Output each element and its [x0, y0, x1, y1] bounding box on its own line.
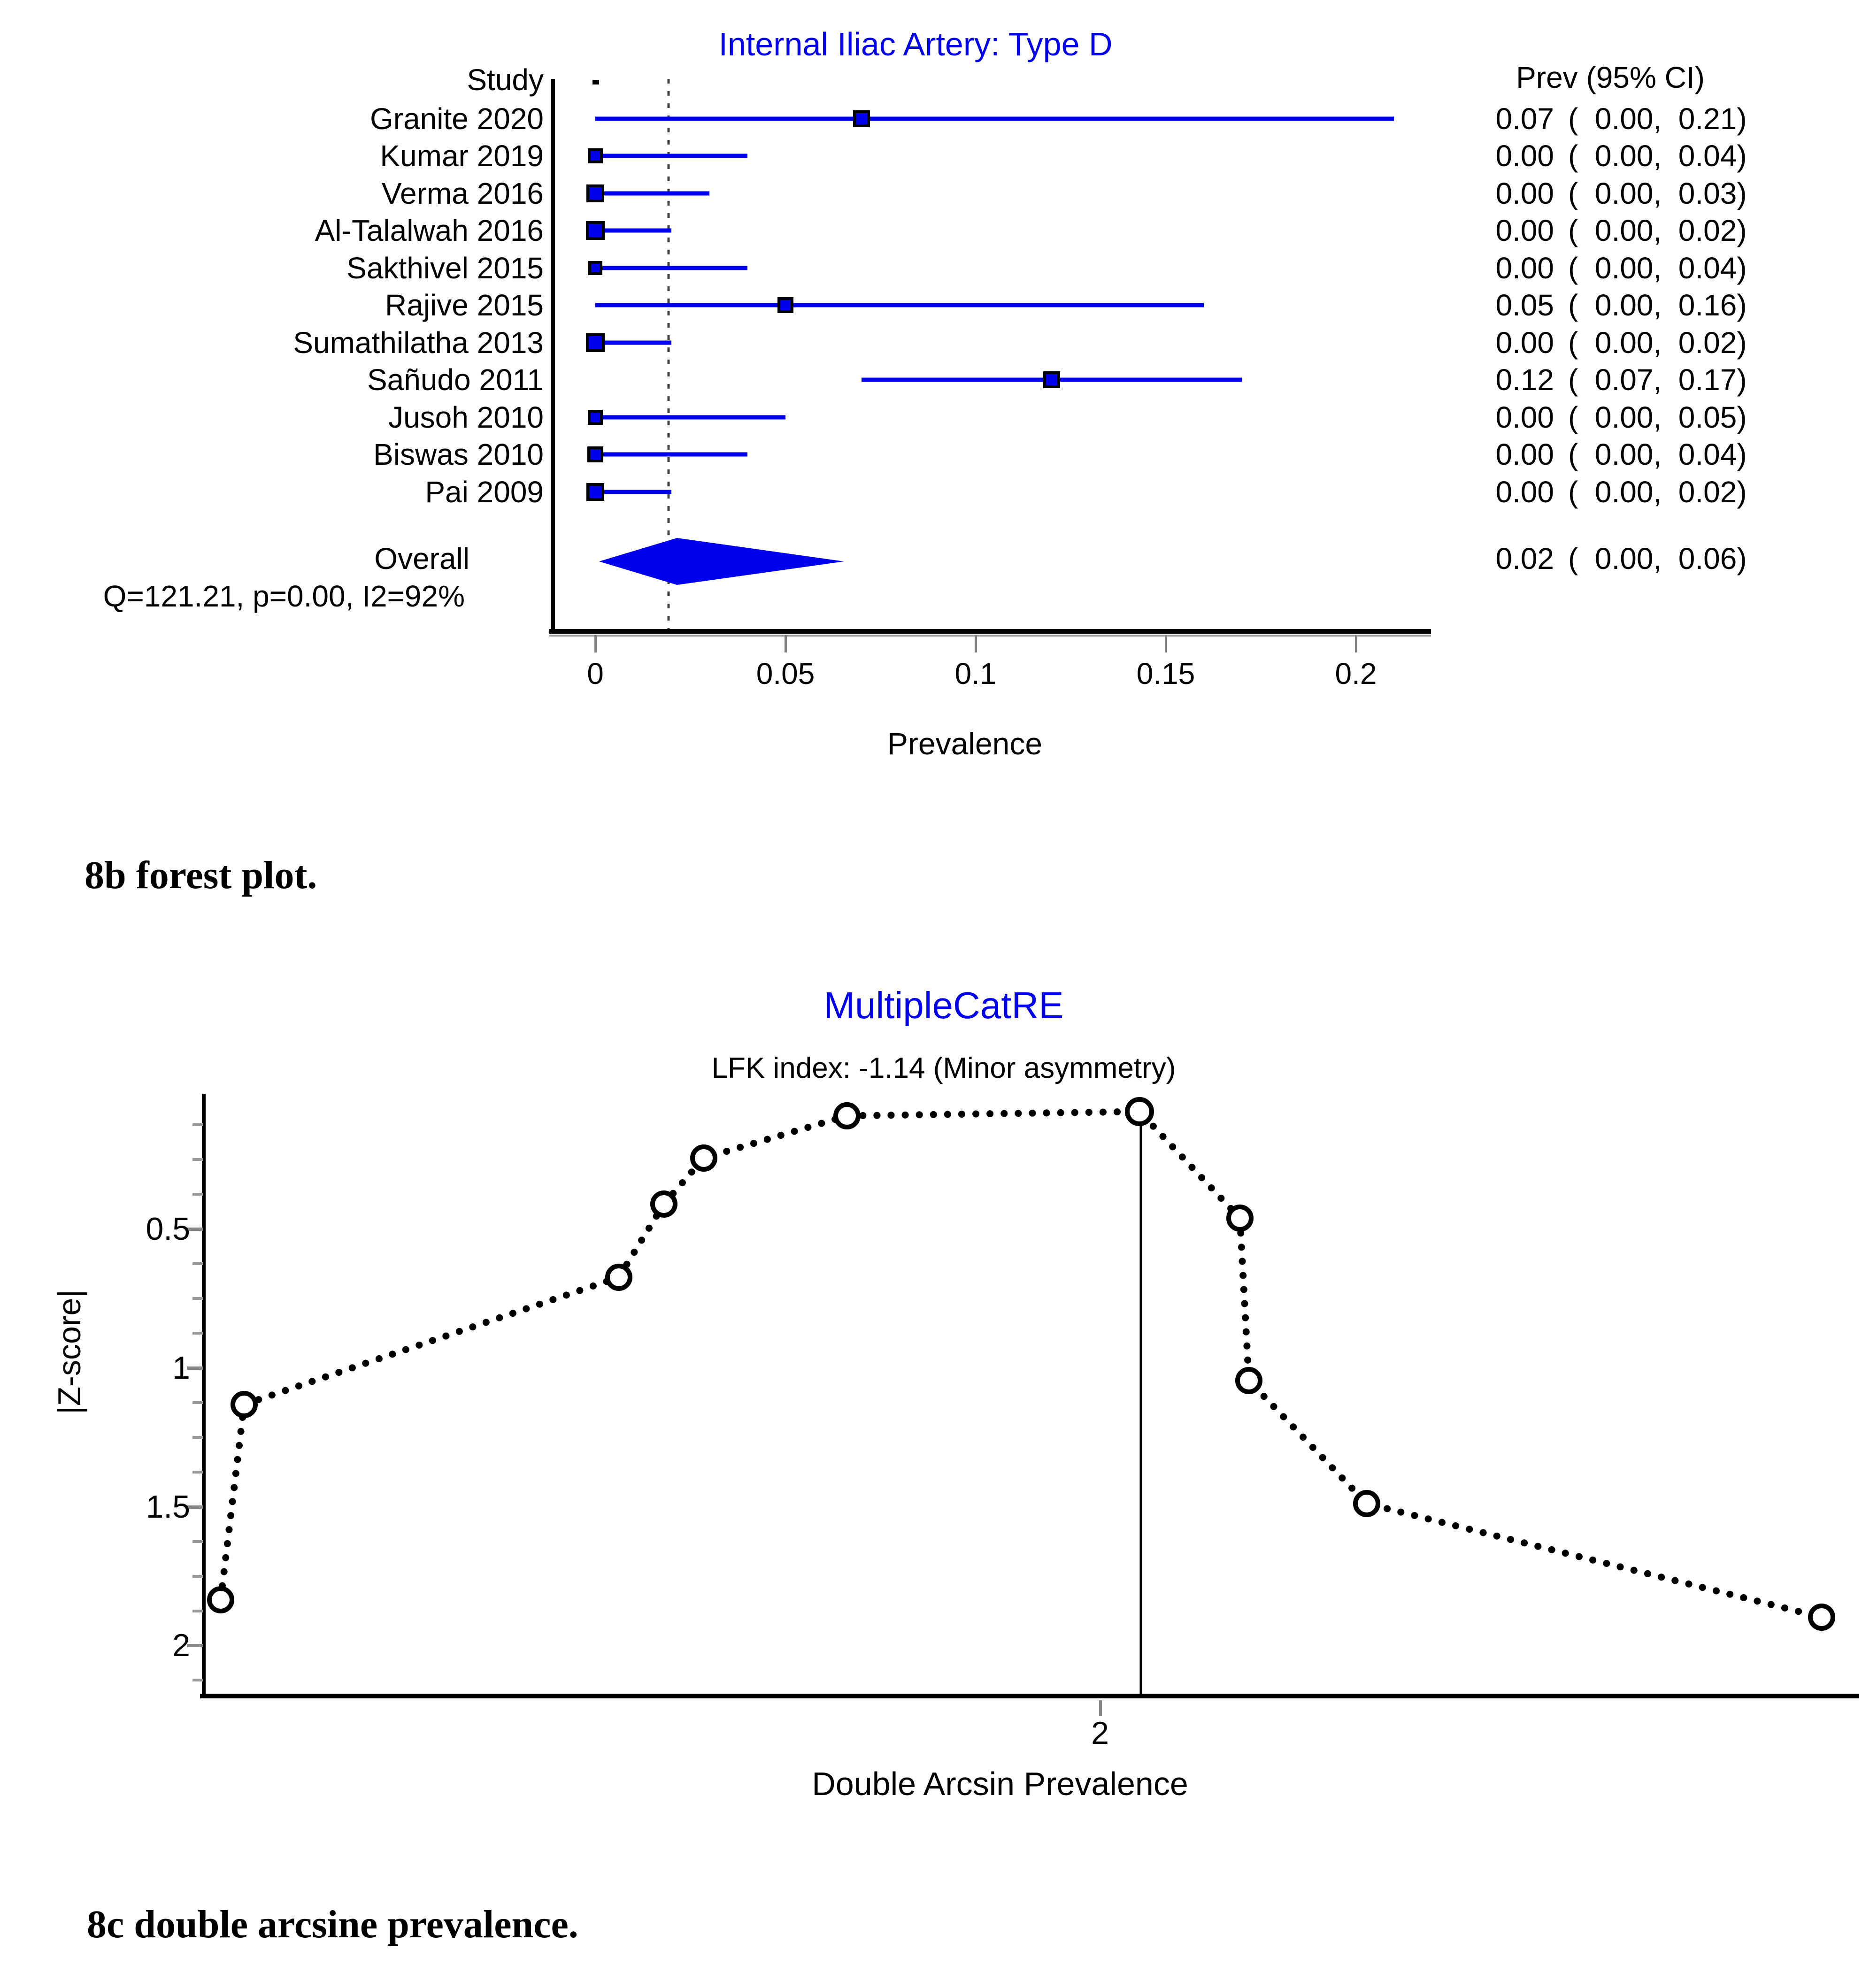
- prev-value: 0.00: [1495, 139, 1554, 173]
- ci-value: ( 0.00, 0.05): [1568, 400, 1747, 434]
- axis-tick: [1165, 635, 1167, 652]
- prev-value: 0.12: [1495, 363, 1554, 397]
- axis-tick: [192, 1679, 203, 1681]
- prev-value: 0.00: [1495, 475, 1554, 509]
- study-label: Rajive 2015: [385, 288, 544, 322]
- ci-value: ( 0.00, 0.02): [1568, 214, 1747, 247]
- prev-value: 0.05: [1495, 288, 1554, 322]
- study-point-circle: [1127, 1099, 1152, 1124]
- weight-square: [779, 299, 792, 312]
- x-tick-label: 0.15: [1136, 657, 1195, 691]
- ci-value: ( 0.00, 0.02): [1568, 326, 1747, 360]
- prev-value: 0.00: [1495, 326, 1554, 360]
- axis-tick: [975, 635, 977, 652]
- overall-prev-value: 0.02: [1495, 542, 1554, 576]
- forest-bottom-axis: [549, 629, 1431, 634]
- weight-square: [1045, 373, 1059, 387]
- study-label: Sumathilatha 2013: [293, 326, 544, 360]
- weight-square: [588, 484, 603, 499]
- y-tick-label: 1.5: [146, 1489, 190, 1525]
- study-label: Sakthivel 2015: [346, 251, 544, 285]
- study-point-circle: [608, 1266, 630, 1289]
- heterogeneity-stats: Q=121.21, p=0.00, I2=92%: [103, 579, 465, 613]
- axis-tick: [192, 1610, 203, 1612]
- caption-8b: 8b forest plot.: [85, 853, 317, 897]
- study-point-circle: [653, 1193, 675, 1215]
- ci-value: ( 0.07, 0.17): [1568, 363, 1747, 397]
- forest-plot-title: Internal Iliac Artery: Type D: [718, 26, 1113, 62]
- axis-tick: [192, 1575, 203, 1578]
- forest-bottom-axis-shadow: [549, 635, 1431, 637]
- doi-y-axis-label: |Z-score|: [52, 1290, 87, 1414]
- ci-value: ( 0.00, 0.02): [1568, 475, 1747, 509]
- forest-ci-header: Prev (95% CI): [1516, 61, 1705, 94]
- study-point-circle: [209, 1589, 232, 1611]
- study-point-circle: [1229, 1207, 1251, 1229]
- ci-value: ( 0.00, 0.16): [1568, 288, 1747, 322]
- prev-value: 0.00: [1495, 214, 1554, 247]
- forest-top-mark: [592, 80, 599, 84]
- x-tick-label: 0.2: [1335, 657, 1377, 691]
- study-label: Sañudo 2011: [367, 363, 544, 397]
- ci-value: ( 0.00, 0.04): [1568, 438, 1747, 471]
- axis-tick: [192, 1158, 203, 1161]
- weight-square: [587, 223, 603, 238]
- study-point-circle: [692, 1147, 715, 1169]
- forest-ci-lines: [595, 119, 1394, 492]
- doi-dotted-curve: [221, 1112, 1822, 1617]
- axis-tick: [192, 1123, 203, 1126]
- axis-tick: [192, 1540, 203, 1543]
- axis-tick: [192, 1193, 203, 1196]
- weight-square: [854, 112, 869, 126]
- weight-square: [590, 262, 601, 274]
- doi-plot-content: [209, 1099, 1833, 1694]
- x-tick-label: 0: [587, 657, 604, 691]
- axis-tick: [192, 1332, 203, 1335]
- forest-left-border: [551, 79, 555, 634]
- ci-value: ( 0.00, 0.21): [1568, 102, 1747, 136]
- study-label: Kumar 2019: [380, 139, 544, 173]
- forest-x-ticks: [594, 635, 1357, 652]
- weight-square: [589, 150, 601, 162]
- overall-label: Overall: [374, 542, 469, 576]
- study-point-circle: [1238, 1369, 1260, 1392]
- axis-tick: [192, 1471, 203, 1474]
- overall-ci-value: ( 0.00, 0.06): [1568, 542, 1747, 576]
- ci-value: ( 0.00, 0.04): [1568, 251, 1747, 285]
- study-label: Pai 2009: [425, 475, 544, 509]
- prev-value: 0.00: [1495, 400, 1554, 434]
- weight-square: [589, 411, 601, 423]
- doi-y-axis: [202, 1094, 206, 1698]
- axis-tick: [192, 1401, 203, 1404]
- axis-tick: [192, 1262, 203, 1265]
- x-tick-label: 0.1: [954, 657, 997, 691]
- y-tick-label: 1: [172, 1350, 190, 1386]
- prev-value: 0.00: [1495, 251, 1554, 285]
- study-label: Granite 2020: [369, 102, 544, 136]
- study-label: Al-Talalwah 2016: [315, 214, 544, 247]
- study-label: Jusoh 2010: [388, 400, 544, 434]
- study-point-circle: [1810, 1606, 1833, 1628]
- axis-tick: [594, 635, 597, 652]
- doi-study-circles: [209, 1099, 1833, 1628]
- x-tick-label: 0.05: [756, 657, 815, 691]
- study-point-circle: [233, 1393, 255, 1416]
- caption-8c: 8c double arcsine prevalence.: [87, 1903, 578, 1946]
- doi-y-minor-ticks: [192, 1123, 203, 1681]
- doi-x-axis: [200, 1694, 1859, 1698]
- weight-square: [587, 335, 603, 351]
- axis-tick: [1355, 635, 1357, 652]
- ci-value: ( 0.00, 0.04): [1568, 139, 1747, 173]
- forest-x-axis-label: Prevalence: [887, 726, 1043, 761]
- study-label: Biswas 2010: [373, 438, 544, 471]
- study-label: Verma 2016: [381, 177, 544, 210]
- doi-x-tick-label: 2: [1091, 1715, 1109, 1751]
- forest-study-header: Study: [467, 63, 544, 97]
- study-point-circle: [836, 1105, 858, 1127]
- ci-value: ( 0.00, 0.03): [1568, 177, 1747, 210]
- axis-tick: [192, 1297, 203, 1300]
- axis-tick: [785, 635, 787, 652]
- doi-plot-title: MultipleCatRE: [823, 984, 1064, 1026]
- lfk-index-subtitle: LFK index: -1.14 (Minor asymmetry): [711, 1052, 1176, 1084]
- y-tick-label: 2: [172, 1627, 190, 1663]
- axis-tick: [192, 1436, 203, 1439]
- prev-value: 0.00: [1495, 438, 1554, 471]
- weight-square: [588, 186, 603, 201]
- y-tick-label: 0.5: [146, 1211, 190, 1247]
- doi-x-axis-label: Double Arcsin Prevalence: [812, 1765, 1188, 1802]
- prev-value: 0.00: [1495, 177, 1554, 210]
- study-point-circle: [1355, 1492, 1378, 1515]
- overall-diamond: [599, 538, 844, 585]
- doi-plot-frame: [187, 1094, 1859, 1716]
- weight-square: [589, 448, 602, 461]
- prev-value: 0.07: [1495, 102, 1554, 136]
